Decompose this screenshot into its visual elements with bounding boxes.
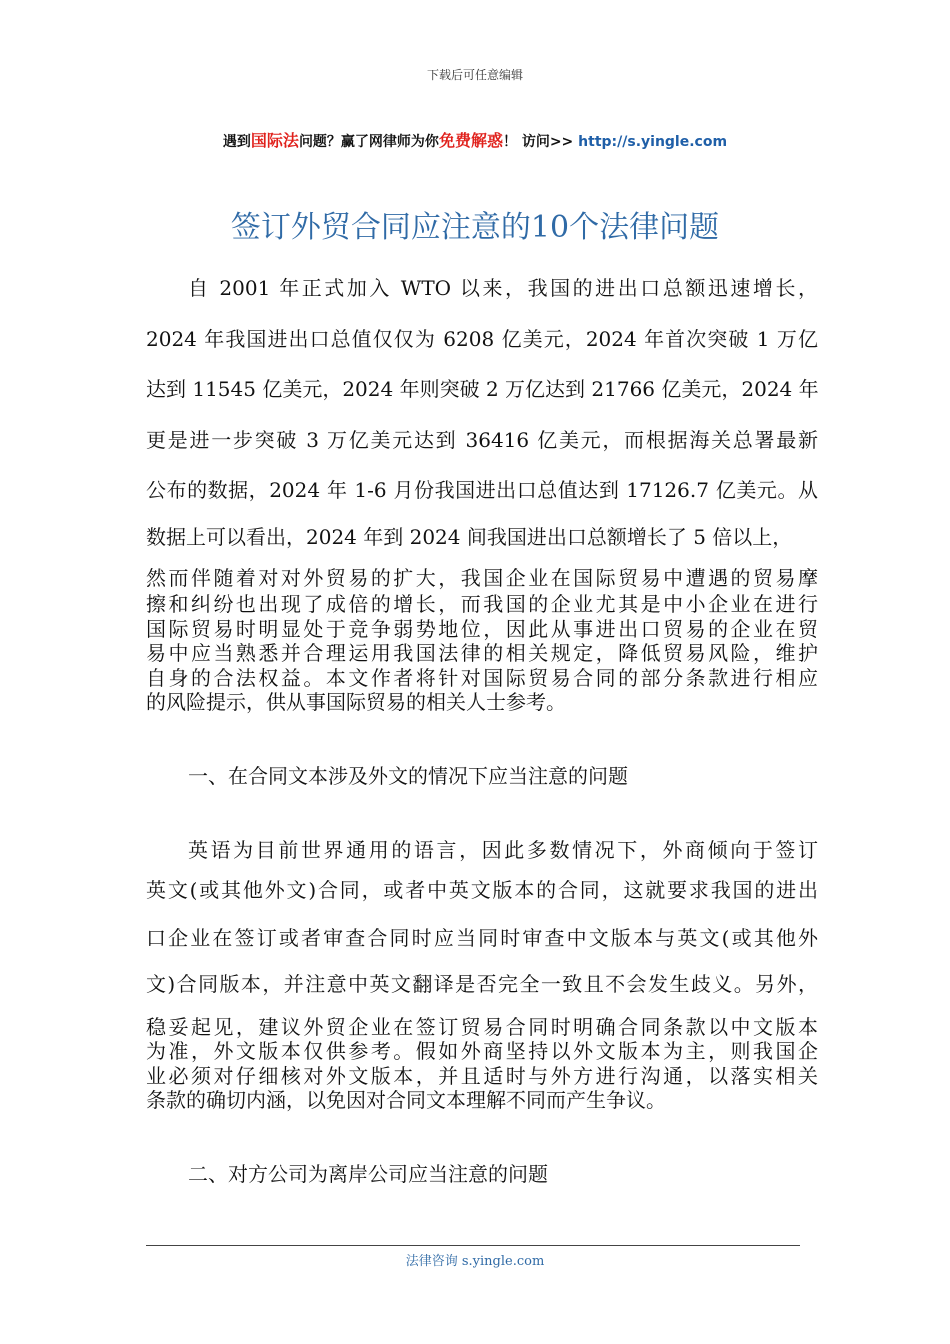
footer-divider (146, 1245, 800, 1246)
promo-highlight-1: 国际法 (250, 131, 299, 150)
section-1-line-8: 条款的确切内涵，以免因对合同文本理解不同而产生争议。 (146, 1088, 666, 1112)
section-1-line-7: 业必须对仔细核对外文版本，并且适时与外方进行沟通，以落实相关 (146, 1064, 818, 1088)
intro-line-8: 擦和纠纷也出现了成倍的增长，而我国的企业尤其是中小企业在进行 (146, 592, 818, 616)
intro-line-9: 国际贸易时明显处于竞争弱势地位，因此从事进出口贸易的企业在贸 (146, 617, 818, 641)
section-1-line-4: 文)合同版本，并注意中英文翻译是否完全一致且不会发生歧义。另外， (146, 972, 818, 996)
intro-line-12: 的风险提示，供从事国际贸易的相关人士参考。 (146, 690, 566, 714)
section-1-line-5: 稳妥起见，建议外贸企业在签订贸易合同时明确合同条款以中文版本 (146, 1015, 818, 1039)
section-1-heading: 一、在合同文本涉及外文的情况下应当注意的问题 (188, 764, 628, 788)
intro-line-6: 数据上可以看出，2024 年到 2024 间我国进出口总额增长了 5 倍以上， (146, 525, 793, 549)
section-2-heading: 二、对方公司为离岸公司应当注意的问题 (188, 1162, 548, 1186)
promo-text-1: 遇到 (222, 134, 251, 150)
promo-highlight-2: 免费解惑 (438, 131, 503, 150)
intro-line-11: 自身的合法权益。本文作者将针对国际贸易合同的部分条款进行相应 (146, 666, 818, 690)
intro-line-1: 自 2001 年正式加入 WTO 以来，我国的进出口总额迅速增长， (188, 276, 818, 300)
intro-line-4: 更是进一步突破 3 万亿美元达到 36416 亿美元，而根据海关总署最新 (146, 428, 818, 452)
promo-link[interactable]: http://s.yingle.com (578, 134, 728, 150)
intro-line-3: 达到 11545 亿美元，2024 年则突破 2 万亿达到 21766 亿美元，2024 年 (146, 377, 819, 401)
section-1-line-6: 为准，外文版本仅供参考。假如外商坚持以外文版本为主，则我国企 (146, 1039, 818, 1063)
intro-line-7: 然而伴随着对对外贸易的扩大，我国企业在国际贸易中遭遇的贸易摩 (146, 566, 818, 590)
promo-banner (0, 128, 950, 151)
section-1-line-1: 英语为目前世界通用的语言，因此多数情况下，外商倾向于签订 (188, 838, 818, 862)
footer-link[interactable]: 法律咨询 s.yingle.com (405, 1254, 545, 1269)
header-note: 下载后可任意编辑 (426, 68, 523, 82)
document-title: 签订外贸合同应注意的10个法律问题 (230, 210, 720, 245)
intro-line-10: 易中应当熟悉并合理运用我国法律的相关规定，降低贸易风险，维护 (146, 641, 818, 665)
promo-text-3: ！ 访问>> (502, 134, 579, 150)
section-1-line-3: 口企业在签订或者审查合同时应当同时审查中文版本与英文(或其他外 (146, 926, 818, 950)
section-1-line-2: 英文(或其他外文)合同，或者中英文版本的合同，这就要求我国的进出 (146, 878, 818, 902)
intro-line-2: 2024 年我国进出口总值仅仅为 6208 亿美元，2024 年首次突破 1 万亿 (146, 327, 818, 351)
intro-line-5: 公布的数据，2024 年 1-6 月份我国进出口总值达到 17126.7 亿美元。从 (146, 478, 818, 502)
promo-text-2: 问题？赢了网律师为你 (298, 134, 439, 150)
